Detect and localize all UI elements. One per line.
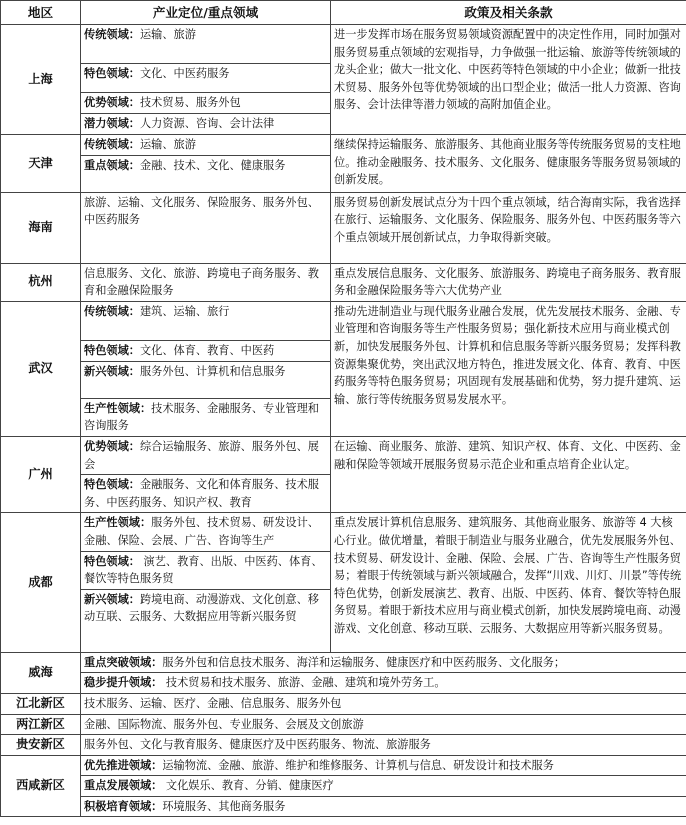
field-cell: 潜力领域：人力资源、咨询、会计法律 [81, 114, 331, 135]
field-cell: 传统领域：建筑、运输、旅行 [81, 301, 331, 340]
region-cell: 海南 [1, 192, 81, 263]
table-row [1, 301, 686, 340]
field-cell: 特色领域：文化、体育、教育、中医药 [81, 340, 331, 361]
policy-cell: 推动先进制造业与现代服务业融合发展，优先发展技术服务、金融、专业管理和咨询服务等生产性服务贸易；强化新技术应用与商业模式创新，加快发展服务外包、计算机和信息服务等新兴服务贸易；发挥科教资源集聚优势，突出武汉地方特色，推进发展文化、体育、教育、中医药服务等特色服务贸易；巩固现有发展基础和优势，努力提升建筑、运输、旅行等传统服务贸易发展水平。 [331, 301, 686, 436]
field-cell: 技术服务、运输、医疗、金融、信息服务、服务外包 [81, 693, 686, 714]
field-cell: 特色领域：文化、中医药服务 [81, 64, 331, 93]
region-cell: 威海 [1, 652, 81, 693]
field-cell: 优先推进领域：运输物流、金融、旅游、维护和维修服务、计算机与信息、研发设计和技术服务 [81, 755, 686, 776]
field-cell: 生产性领域：技术服务、金融服务、专业管理和咨询服务 [81, 398, 331, 436]
policy-cell: 重点发展信息服务、文化服务、旅游服务、跨境电子商务服务、教育服务和金融保险服务等六大优势产业 [331, 263, 686, 301]
field-cell: 优势领域：综合运输服务、旅游、服务外包、展会 [81, 436, 331, 474]
region-cell: 天津 [1, 135, 81, 193]
region-cell: 贵安新区 [1, 735, 81, 756]
table-row [1, 436, 686, 474]
header-fields: 产业定位/重点领域 [81, 1, 331, 25]
field-cell: 积极培育领域：环境服务、其他商务服务 [81, 796, 686, 817]
region-cell: 西咸新区 [1, 755, 81, 817]
region-cell: 成都 [1, 513, 81, 652]
table-row [1, 714, 686, 735]
header-row [1, 1, 686, 25]
field-cell: 特色领域： 演艺、教育、出版、中医药、体育、餐饮等特色服务贸 [81, 551, 331, 589]
field-cell: 服务外包、文化与教育服务、健康医疗及中医药服务、物流、旅游服务 [81, 735, 686, 756]
table-row [1, 735, 686, 756]
policy-cell: 继续保持运输服务、旅游服务、其他商业服务等传统服务贸易的支柱地位。推动金融服务、技术服务、文化服务、健康服务等服务贸易领域的创新发展。 [331, 135, 686, 193]
field-cell: 优势领域：技术贸易、服务外包 [81, 93, 331, 114]
table-row [1, 513, 686, 551]
field-cell: 特色领域：金融服务、文化和体育服务、技术服务、中医药服务、知识产权、教育 [81, 475, 331, 513]
region-cell: 上海 [1, 25, 81, 135]
policy-cell: 在运输、商业服务、旅游、建筑、知识产权、体育、文化、中医药、金融和保险等领域开展服务贸易示范企业和重点培育企业认定。 [331, 436, 686, 512]
table-row [1, 796, 686, 817]
table-row [1, 755, 686, 776]
table-row [1, 652, 686, 673]
policy-cell: 进一步发挥市场在服务贸易领域资源配置中的决定性作用，同时加强对服务贸易重点领域的宏观指导，力争做强一批运输、旅游等传统领域的龙头企业；做大一批文化、中医药等特色领域的中小企业；做新一批技术贸易、服务外包等优势领域的出口型企业；做活一批人力资源、咨询服务、会计法律等潜力领域的高附加值企业。 [331, 25, 686, 135]
policy-cell: 重点发展计算机信息服务、建筑服务、其他商业服务、旅游等 4 大核心行业。做优增量，着眼于制造业与服务业融合，优先发展服务外包、技术贸易、研发设计、金融、保险、会展、广告、咨询等生产性服务贸易；着眼于传统领域与新兴领域融合，发挥“川戏、川灯、川景”等传统特色优势，创新发展演艺、教育、出版、中医药、体育、餐饮等特色服务贸易。着眼于新技术应用与商业模式创新，加快发展跨境电商、动漫游戏、文化创意、移动互联、云服务、大数据应用等新兴服务贸易。 [331, 513, 686, 652]
field-cell: 稳步提升领域： 技术贸易和技术服务、旅游、金融、建筑和境外劳务工。 [81, 673, 686, 694]
table-row [1, 192, 686, 263]
region-cell: 武汉 [1, 301, 81, 436]
region-cell: 两江新区 [1, 714, 81, 735]
field-cell: 新兴领域：服务外包、计算机和信息服务 [81, 361, 331, 398]
field-cell: 信息服务、文化、旅游、跨境电子商务服务、教育和金融保险服务 [81, 263, 331, 301]
field-cell: 新兴领域：跨境电商、动漫游戏、文化创意、移动互联、云服务、大数据应用等新兴服务贸 [81, 589, 331, 652]
header-policy: 政策及相关条款 [331, 1, 686, 25]
table-row [1, 776, 686, 797]
table-row [1, 693, 686, 714]
field-cell: 金融、国际物流、服务外包、专业服务、会展及文创旅游 [81, 714, 686, 735]
region-cell: 江北新区 [1, 693, 81, 714]
table-row [1, 673, 686, 694]
table-row [1, 25, 686, 64]
field-cell: 旅游、运输、文化服务、保险服务、服务外包、中医药服务 [81, 192, 331, 263]
header-region: 地区 [1, 1, 81, 25]
field-cell: 重点发展领域： 文化娱乐、教育、分销、健康医疗 [81, 776, 686, 797]
field-cell: 生产性领域：服务外包、技术贸易、研发设计、金融、保险、会展、广告、咨询等生产 [81, 513, 331, 551]
table-row [1, 135, 686, 156]
region-cell: 广州 [1, 436, 81, 512]
policy-cell: 服务贸易创新发展试点分为十四个重点领域，结合海南实际，我省选择在旅行、运输服务、文化服务、保险服务、服务外包、中医药服务等六个重点领域开展创新试点，力争取得新突破。 [331, 192, 686, 263]
field-cell: 传统领域：运输、旅游 [81, 25, 331, 64]
region-cell: 杭州 [1, 263, 81, 301]
field-cell: 重点突破领域：服务外包和信息技术服务、海洋和运输服务、健康医疗和中医药服务、文化服务； [81, 652, 686, 673]
table-row [1, 263, 686, 301]
field-cell: 重点领域：金融、技术、文化、健康服务 [81, 155, 331, 192]
field-cell: 传统领域：运输、旅游 [81, 135, 331, 156]
